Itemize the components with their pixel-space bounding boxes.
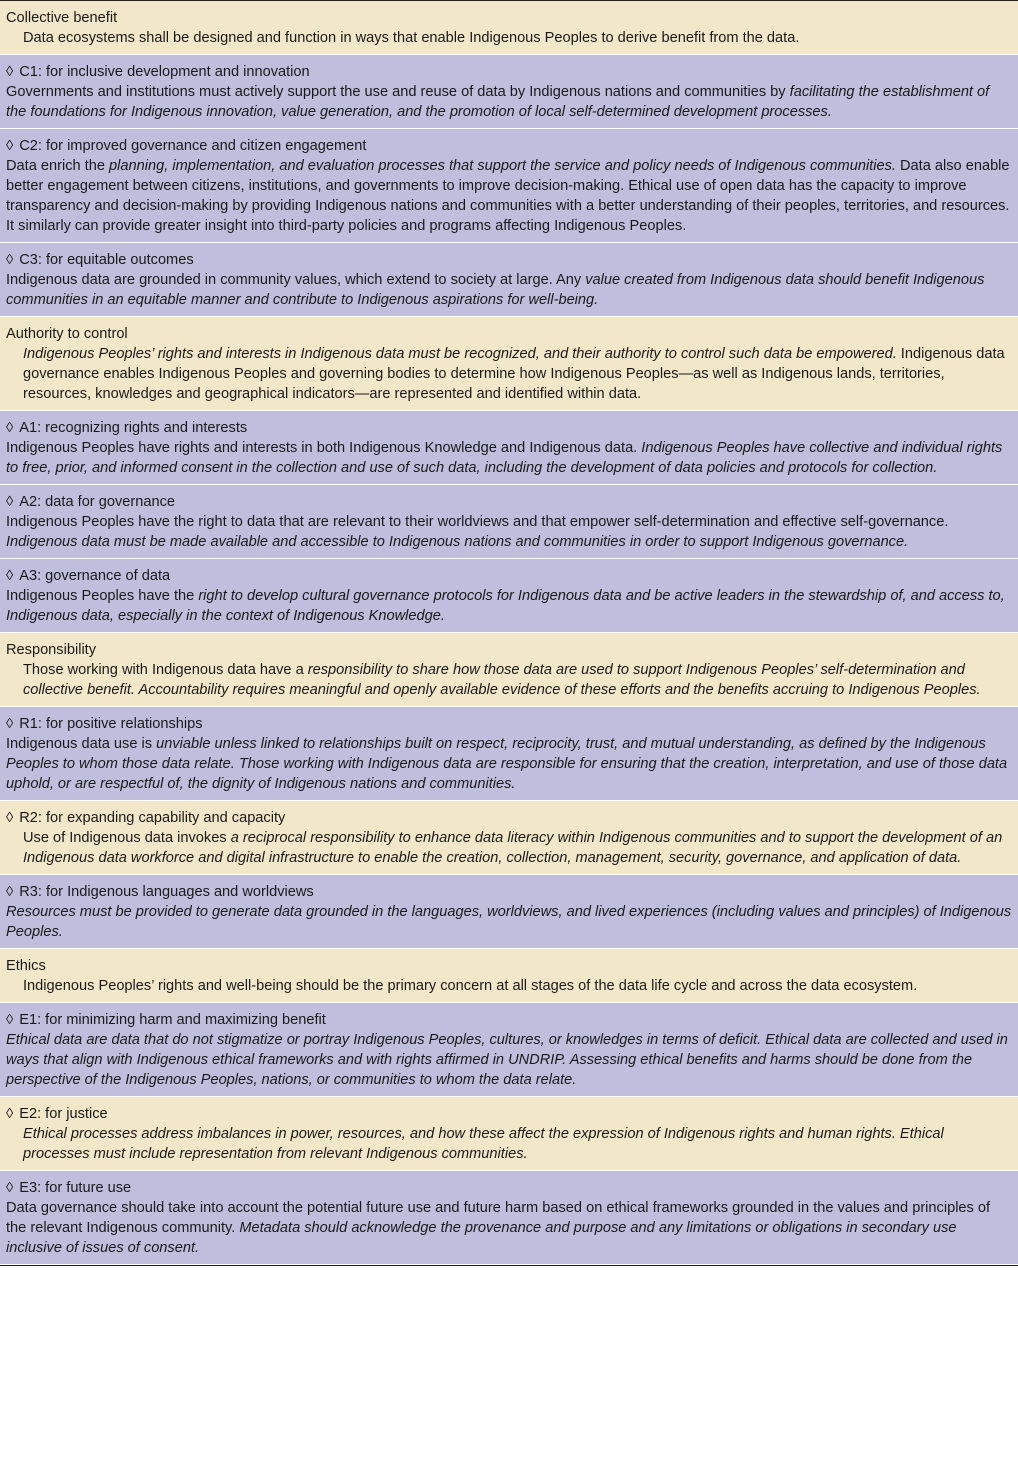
principle-title [6,8,1012,28]
body-text: Use of Indigenous data invokes [23,830,231,846]
principle-row [0,949,1018,1003]
body-text: Indigenous data governance enables Indigenous Peoples and governing bodies to determine how Indigenous Peoples—as well as Indigenous lands, territories, resources, knowledges and geographical indicators—are represented and identified within data. [23,346,1005,402]
diamond-icon: ◊ [6,568,14,584]
diamond-icon: ◊ [6,1180,14,1196]
title-text: R1: for positive relationships [19,716,203,732]
criterion-title [6,136,1012,156]
row-description [6,828,1012,868]
row-description [6,270,1012,310]
title-text: A1: recognizing rights and interests [19,420,248,436]
body-text: Indigenous Peoples have rights and interests in both Indigenous Knowledge and Indigenous data. [6,440,642,456]
emphasized-text: unviable unless linked to relationships built on respect, reciprocity, trust, and mutual understanding, as defined by the Indigenous Peoples to whom those data relate. Those working with Indigenous data are responsible for ensuring that the creation, interpretation, and use of those data uphold, or are respectful of, the dignity of Indigenous nations and communities. [6,736,1008,792]
diamond-icon: ◊ [6,1106,14,1122]
emphasized-text: Metadata should acknowledge the provenance and purpose and any limitations or obligations in secondary use inclusive of issues of consent. [6,1220,957,1256]
row-description [6,156,1012,236]
emphasized-text: Indigenous Peoples’ rights and interests in Indigenous data must be recognized, and their authority to control such data be empowered. [23,346,897,362]
criterion-row [0,1171,1018,1265]
title-text: A2: data for governance [19,494,175,510]
emphasized-text: planning, implementation, and evaluation processes that support the service and policy needs of Indigenous communities. [109,158,896,174]
row-description [6,734,1012,794]
criterion-row [0,559,1018,633]
principle-title [6,640,1012,660]
criterion-title [6,418,1012,438]
criterion-row [0,411,1018,485]
title-text: C2: for improved governance and citizen engagement [19,138,367,154]
criterion-title [6,808,1012,828]
criterion-title [6,714,1012,734]
body-text: Data ecosystems shall be designed and function in ways that enable Indigenous Peoples to derive benefit from the data. [23,30,800,46]
criterion-title [6,62,1012,82]
criterion-title [6,882,1012,902]
diamond-icon: ◊ [6,64,14,80]
criterion-row [0,485,1018,559]
title-text: C1: for inclusive development and innovation [19,64,310,80]
title-text: R3: for Indigenous languages and worldviews [19,884,314,900]
emphasized-text: responsibility to share how those data are used to support Indigenous Peoples’ self-determination and collective benefit. Accountability requires meaningful and openly available evidence of these efforts and the benefits accruing to Indigenous Peoples. [23,662,981,698]
row-description [6,438,1012,478]
principle-row [0,1,1018,55]
title-text: E1: for minimizing harm and maximizing benefit [19,1012,326,1028]
criterion-row [0,55,1018,129]
criterion-row [0,243,1018,317]
row-description [6,976,1012,996]
principle-row [0,633,1018,707]
row-description [6,344,1012,404]
emphasized-text: Indigenous Peoples have collective and individual rights to free, prior, and informed consent in the collection and use of such data, including the development of data policies and protocols for collection. [6,440,1003,476]
body-text: Data enrich the [6,158,110,174]
title-text: Ethics [6,958,46,974]
emphasized-text: Resources must be provided to generate data grounded in the languages, worldviews, and lived experiences (including values and principles) of Indigenous Peoples. [6,904,1012,940]
body-text: Data also enable better engagement between citizens, institutions, and governments to improve decision-making. Ethical use of open data has the capacity to improve transparency and decision-making by providing Indigenous nations and communities with a better understanding of their peoples, territories, and resources. It similarly can provide greater insight into third-party policies and programs affecting Indigenous Peoples. [6,158,1010,234]
row-description [6,512,1012,552]
principle-row [0,317,1018,411]
diamond-icon: ◊ [6,252,14,268]
title-text: R2: for expanding capability and capacity [19,810,286,826]
row-description [6,1030,1012,1090]
criterion-title [6,566,1012,586]
principle-title [6,956,1012,976]
diamond-icon: ◊ [6,884,14,900]
emphasized-text: Indigenous data must be made available and accessible to Indigenous nations and communities in order to support Indigenous governance. [6,534,909,550]
body-text: Governments and institutions must actively support the use and reuse of data by Indigenous nations and communities by [6,84,790,100]
row-description [6,82,1012,122]
title-text: Collective benefit [6,10,118,26]
diamond-icon: ◊ [6,716,14,732]
emphasized-text: value created from Indigenous data should benefit Indigenous communities in an equitable manner and contribute to Indigenous aspirations for well-being. [6,272,985,308]
body-text: Data governance should take into account the potential future use and future harm based on ethical frameworks grounded in the values and principles of the relevant Indigenous community. [6,1200,991,1236]
criterion-row [0,129,1018,243]
criterion-title [6,1010,1012,1030]
diamond-icon: ◊ [6,420,14,436]
criterion-row [0,801,1018,875]
body-text: Indigenous Peoples have the right to data that are relevant to their worldviews and that empower self-determination and effective self-governance. [6,514,949,530]
emphasized-text: a reciprocal responsibility to enhance data literacy within Indigenous communities and to support the development of an Indigenous data workforce and digital infrastructure to enable the creation, collection, management, security, governance, and application of data. [23,830,1003,866]
criterion-title [6,250,1012,270]
diamond-icon: ◊ [6,494,14,510]
emphasized-text: right to develop cultural governance protocols for Indigenous data and be active leaders in the stewardship of, and access to, Indigenous data, especially in the context of Indigenous Knowledge. [6,588,1005,624]
title-text: A3: governance of data [19,568,171,584]
body-text: Those working with Indigenous data have a [23,662,308,678]
criterion-row [0,1097,1018,1171]
row-description [6,28,1012,48]
criterion-row [0,1003,1018,1097]
body-text: Indigenous data use is [6,736,157,752]
title-text: E2: for justice [19,1106,108,1122]
diamond-icon: ◊ [6,1012,14,1028]
criterion-title [6,492,1012,512]
row-description [6,902,1012,942]
criterion-title [6,1104,1012,1124]
emphasized-text: Ethical processes address imbalances in power, resources, and how these affect the expression of Indigenous rights and human rights. Ethical processes must include representation from relevant Indigenous communities. [23,1126,944,1162]
row-description [6,1198,1012,1258]
criterion-row [0,707,1018,801]
body-text: Indigenous Peoples have the [6,588,199,604]
row-description [6,1124,1012,1164]
row-description [6,660,1012,700]
criterion-row [0,875,1018,949]
criterion-title [6,1178,1012,1198]
title-text: Responsibility [6,642,97,658]
title-text: C3: for equitable outcomes [19,252,194,268]
body-text: Indigenous Peoples’ rights and well-being should be the primary concern at all stages of the data life cycle and across the data ecosystem. [23,978,918,994]
emphasized-text: Ethical data are data that do not stigmatize or portray Indigenous Peoples, cultures, or knowledges in terms of deficit. Ethical data are collected and used in ways that align with Indigenous ethical frameworks and with rights affirmed in UNDRIP. Assessing ethical benefits and harms should be done from the perspective of the Indigenous Peoples, nations, or communities to whom the data relate. [6,1032,1008,1088]
emphasized-text: facilitating the establishment of the foundations for Indigenous innovation, value generation, and the promotion of local self-determined development processes. [6,84,990,120]
title-text: E3: for future use [19,1180,132,1196]
diamond-icon: ◊ [6,810,14,826]
row-description [6,586,1012,626]
body-text: Indigenous data are grounded in community values, which extend to society at large. Any [6,272,586,288]
diamond-icon: ◊ [6,138,14,154]
title-text: Authority to control [6,326,128,342]
principle-title [6,324,1012,344]
